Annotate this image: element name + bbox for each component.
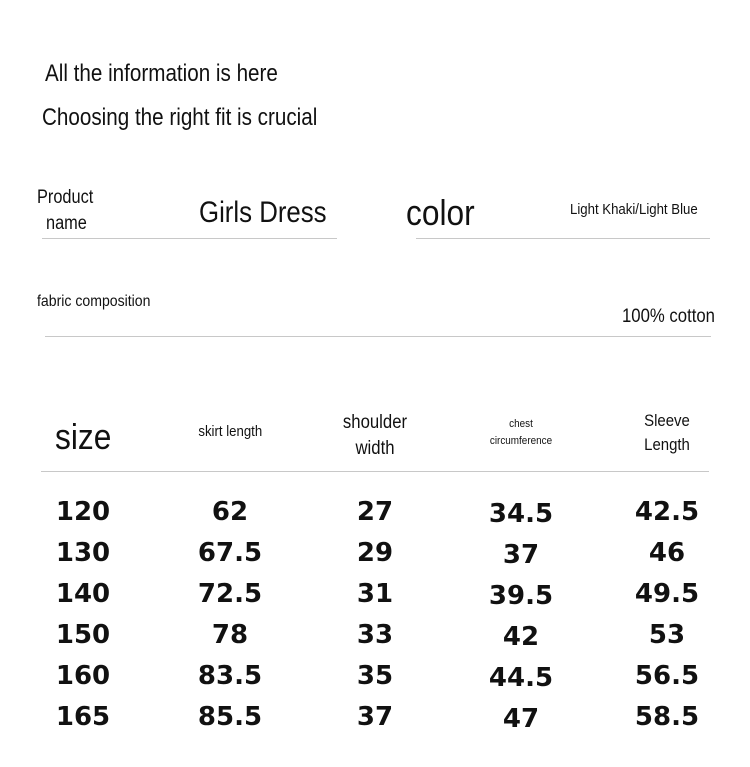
cell-sleeve-length: 49.5	[634, 579, 700, 609]
product-name-label-line2: name	[46, 213, 87, 234]
header-shoulder-line2: width	[355, 438, 395, 459]
cell-sleeve-length: 53	[648, 620, 686, 650]
cell-chest: 47	[502, 704, 540, 734]
cell-shoulder-width: 27	[356, 497, 394, 527]
table-row	[0, 492, 750, 533]
cell-chest: 44.5	[488, 663, 554, 693]
product-name-underline	[42, 238, 337, 239]
cell-shoulder-width: 33	[356, 620, 394, 650]
cell-sleeve-length: 56.5	[634, 661, 700, 691]
cell-skirt-length: 83.5	[197, 661, 263, 691]
header-shoulder-line1: shoulder	[342, 412, 408, 433]
headline-info: All the information is here	[45, 60, 278, 87]
cell-shoulder-width: 29	[356, 538, 394, 568]
header-chest-circumference	[466, 416, 576, 450]
header-sleeve-length	[612, 409, 722, 457]
headline-fit: Choosing the right fit is crucial	[42, 104, 318, 131]
cell-size: 150	[55, 620, 111, 650]
cell-size: 130	[55, 538, 111, 568]
table-row	[0, 697, 750, 738]
cell-size: 160	[55, 661, 111, 691]
cell-size: 165	[55, 702, 111, 732]
cell-sleeve-length: 46	[648, 538, 686, 568]
table-row	[0, 533, 750, 574]
fabric-value: 100% cotton	[622, 306, 715, 327]
product-name-value: Girls Dress	[199, 196, 327, 229]
table-row	[0, 615, 750, 656]
product-name-label-line1: Product	[37, 187, 94, 208]
cell-shoulder-width: 31	[356, 579, 394, 609]
header-size: size	[55, 416, 112, 457]
cell-chest: 42	[502, 622, 540, 652]
cell-shoulder-width: 37	[356, 702, 394, 732]
color-value: Light Khaki/Light Blue	[570, 201, 698, 218]
header-chest-line1: chest	[509, 418, 533, 430]
cell-skirt-length: 67.5	[197, 538, 263, 568]
header-chest-line2: circumference	[489, 435, 553, 447]
cell-chest: 34.5	[488, 499, 554, 529]
header-sleeve-line1: Sleeve	[644, 411, 690, 430]
header-skirt-length	[175, 423, 285, 440]
header-underline	[41, 471, 709, 472]
fabric-label: fabric composition	[37, 293, 151, 310]
cell-sleeve-length: 58.5	[634, 702, 700, 732]
header-sleeve-line2: Length	[644, 435, 690, 454]
color-label: color	[406, 192, 475, 233]
header-skirt-length-text: skirt length	[198, 423, 262, 440]
color-underline	[416, 238, 710, 239]
fabric-underline	[45, 336, 711, 337]
cell-sleeve-length: 42.5	[634, 497, 700, 527]
cell-chest: 37	[502, 540, 540, 570]
cell-chest: 39.5	[488, 581, 554, 611]
cell-skirt-length: 62	[211, 497, 249, 527]
cell-size: 120	[55, 497, 111, 527]
cell-skirt-length: 78	[211, 620, 249, 650]
cell-skirt-length: 72.5	[197, 579, 263, 609]
cell-shoulder-width: 35	[356, 661, 394, 691]
table-row	[0, 656, 750, 697]
cell-skirt-length: 85.5	[197, 702, 263, 732]
header-shoulder-width	[320, 410, 430, 462]
table-row	[0, 574, 750, 615]
cell-size: 140	[55, 579, 111, 609]
